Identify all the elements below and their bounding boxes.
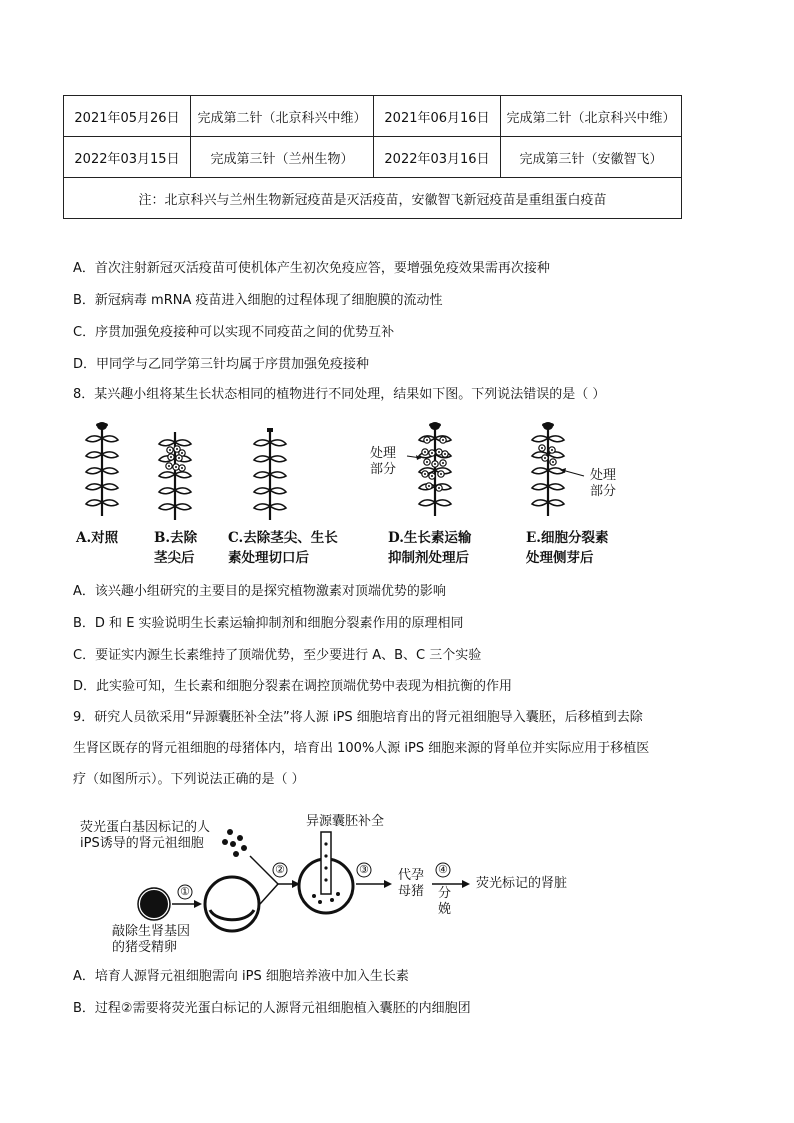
q7-option-d: D．甲同学与乙同学第三针均属于序贯加强免疫接种 xyxy=(73,357,370,372)
q8-stem: 8．某兴趣小组将某生长状态相同的植物进行不同处理，结果如下图。下列说法错误的是（ ） xyxy=(73,387,606,402)
caption-d-2: 抑制剂处理后 xyxy=(388,550,469,566)
label-surrogate-2: 母猪 xyxy=(398,884,425,899)
plant-d xyxy=(407,422,451,516)
q8-option-a: A．该兴趣小组研究的主要目的是探究植物激素对顶端优势的影响 xyxy=(73,584,446,599)
step-1-label: ① xyxy=(180,885,190,898)
label-xenogeneic-complementation: 异源囊胚补全 xyxy=(306,814,385,829)
table-cell: 2022年03月15日 xyxy=(64,137,191,178)
table-cell: 2021年05月26日 xyxy=(64,96,191,137)
label-e-treated-2: 部分 xyxy=(590,484,617,499)
table-note: 注：北京科兴与兰州生物新冠疫苗是灭活疫苗，安徽智飞新冠疫苗是重组蛋白疫苗 xyxy=(64,178,682,219)
table-cell: 2022年03月16日 xyxy=(374,137,501,178)
plant-b xyxy=(159,432,191,520)
label-e-treated-1: 处理 xyxy=(590,468,617,483)
label-d-treated-1: 处理 xyxy=(370,446,397,461)
blastocyst-figure xyxy=(70,812,630,957)
label-birth-1: 分 xyxy=(438,886,452,901)
step-2-label: ② xyxy=(275,863,285,876)
q7-option-b: B．新冠病毒 mRNA 疫苗进入细胞的过程体现了细胞膜的流动性 xyxy=(73,293,443,308)
table-row xyxy=(64,137,682,178)
table-cell: 完成第三针（安徽智飞） xyxy=(501,137,682,178)
table-cell: 完成第三针（兰州生物） xyxy=(191,137,374,178)
caption-e-1: E.细胞分裂素 xyxy=(526,530,609,546)
q9-stem-line-1: 9．研究人员欲采用“异源囊胚补全法”将人源 iPS 细胞培育出的肾元祖细胞导入囊胚，后移植到去除 xyxy=(73,710,643,725)
vaccination-table xyxy=(63,95,682,219)
blastocyst xyxy=(205,877,259,931)
ips-cells xyxy=(222,829,247,857)
q9-stem-line-2: 生肾区既存的肾元祖细胞的母猪体内，培育出 100%人源 iPS 细胞来源的肾单位并实际应用于移植医 xyxy=(73,741,650,756)
table-cell: 2021年06月16日 xyxy=(374,96,501,137)
label-fertilized-egg-2: 的猪受精卵 xyxy=(112,940,178,955)
label-surrogate-1: 代孕 xyxy=(398,868,425,883)
plant-e xyxy=(532,422,584,516)
caption-c-1: C.去除茎尖、生长 xyxy=(228,530,338,546)
q8-option-b: B．D 和 E 实验说明生长素运输抑制剂和细胞分裂素作用的原理相同 xyxy=(73,616,464,631)
q8-option-c: C．要证实内源生长素维持了顶端优势，至少要进行 A、B、C 三个实验 xyxy=(73,648,482,663)
label-ips-cells-2: iPS诱导的肾元祖细胞 xyxy=(80,836,204,851)
micropipette xyxy=(321,832,331,894)
table-cell: 完成第二针（北京科兴中维） xyxy=(191,96,374,137)
label-kidney: 荧光标记的肾脏 xyxy=(476,876,568,891)
caption-a: A.对照 xyxy=(76,530,119,546)
caption-b-2: 茎尖后 xyxy=(154,550,195,566)
table-cell: 完成第二针（北京科兴中维） xyxy=(501,96,682,137)
q9-option-b: B．过程②需要将荧光蛋白标记的人源肾元祖细胞植入囊胚的内细胞团 xyxy=(73,1001,471,1016)
plant-a xyxy=(86,422,118,516)
fertilized-egg xyxy=(141,891,167,917)
caption-e-2: 处理侧芽后 xyxy=(526,550,594,566)
q7-option-c: C．序贯加强免疫接种可以实现不同疫苗之间的优势互补 xyxy=(73,325,395,340)
plant-figure xyxy=(70,418,670,568)
caption-c-2: 素处理切口后 xyxy=(228,550,309,566)
q9-option-a: A．培育人源肾元祖细胞需向 iPS 细胞培养液中加入生长素 xyxy=(73,969,409,984)
q8-option-d: D．此实验可知，生长素和细胞分裂素在调控顶端优势中表现为相抗衡的作用 xyxy=(73,679,513,694)
label-ips-cells-1: 荧光蛋白基因标记的人 xyxy=(80,820,211,835)
q9-stem-line-3: 疗（如图所示）。下列说法正确的是（ ） xyxy=(73,772,305,787)
label-birth-2: 娩 xyxy=(438,902,452,917)
table-row xyxy=(64,178,682,219)
caption-b-1: B.去除 xyxy=(154,530,198,546)
step-4-label: ④ xyxy=(438,863,448,876)
table-row xyxy=(64,96,682,137)
q7-option-a: A．首次注射新冠灭活疫苗可使机体产生初次免疫应答，要增强免疫效果需再次接种 xyxy=(73,261,550,276)
caption-d-1: D.生长素运输 xyxy=(388,530,472,546)
plant-c xyxy=(254,428,286,520)
label-d-treated-2: 部分 xyxy=(370,462,397,477)
label-fertilized-egg-1: 敲除生肾基因 xyxy=(112,924,191,939)
step-3-label: ③ xyxy=(359,863,369,876)
